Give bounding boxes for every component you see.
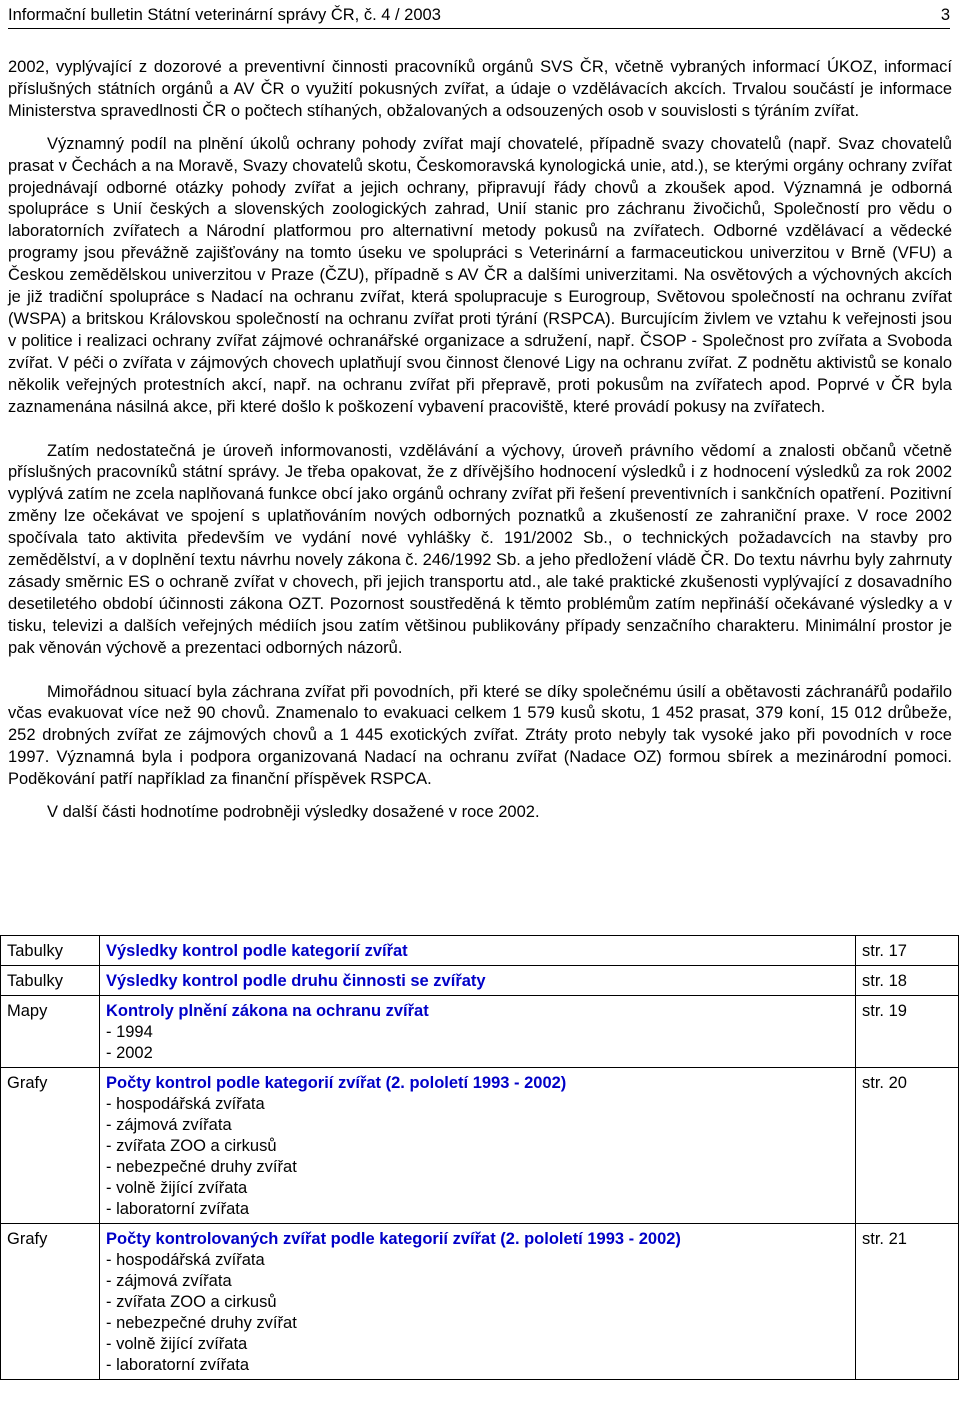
paragraph: 2002, vyplývající z dozorové a preventivní činnosti pracovníků orgánů SVS ČR, včetně vybraných informací ÚKOZ, informací příslušných státních orgánů a AV ČR o využití pokusných zvířat, a údaje o vzdělávacích akcích. Trvalou součástí je informace Ministerstva spravedlnosti ČR o počtech stíhaných, obžalovaných a odsouzených osob v souvislosti s týráním zvířat. xyxy=(8,58,952,120)
toc-subitem: - hospodářská zvířata xyxy=(106,1095,265,1113)
table-row xyxy=(1,966,959,996)
paragraph: Zatím nedostatečná je úroveň informovanosti, vzdělávání a výchovy, úroveň právního vědomí a znalosti občanů včetně příslušných pracovníků státní správy. Je třeba opakovat, že z dřívějšího hodnocení výsledků i z hodnocení výsledků za rok 2002 vyplývá zatím ne zcela naplňovaná funkce obcí jako orgánů ochrany zvířat při řešení preventivních i sankčních opatření. Pozitivní změny lze očekávat ve spojení s uplatňováním nových odborných poznatků a zkušeností ze zahraniční praxe. V roce 2002 spočívala tato aktivita především ve vydání nové vyhlášky č. 191/2002 Sb., o technických požadavcích na stavby pro zemědělství, a v doplnění textu návrhu novely zákona č. 246/1992 Sb. a jeho předložení vládě ČR. Do textu návrhu byly zahrnuty zásady směrnic ES o ochraně zvířat v chovech, při jejich transportu atd., ale také praktické zkušenosti vyplývající z dosavadního desetiletého období účinnosti zákona OZT. Pozornost soustředěná k těmto problémům zatím nepřináší očekávané výsledky a v tisku, televizi a dalších veřejných médiích jsou zatím většinou publikovány případy senzačního charakteru. Minimální prostor je pak věnován výchově a prezentaci odborných názorů. xyxy=(8,441,952,657)
toc-description xyxy=(100,1068,856,1224)
toc-title: Výsledky kontrol podle druhu činnosti se zvířaty xyxy=(106,972,486,990)
toc-description xyxy=(100,966,856,996)
toc-subitem: - zájmová zvířata xyxy=(106,1272,232,1290)
paragraph: Významný podíl na plnění úkolů ochrany pohody zvířat mají chovatelé, případně svazy chovatelů (např. Svaz chovatelů prasat v Čechách a na Moravě, Svazy chovatelů skotu, Českomoravská kynologická unie, atd.), se kterými orgány ochrany zvířat projednávají odborné otázky pohody zvířat a jejich ochrany, připravují řády chovů a zkoušek apod. Významná je odborná spolupráce s Unií českých a slovenských zoologických zahrad, Unií stanic pro záchranu živočichů, Společností pro vědu o laboratorních zvířatech a Národní platformou pro alternativní metody pokusů na zvířatech. Odborné vzdělávací a vědecké programy jsou převážně zajišťovány na tomto úseku ve spolupráci s Veterinární a farmaceutickou univerzitou v Brně (VFU) a Českou zemědělskou univerzitou v Praze (ČZU), případně s AV ČR a dalšími univerzitami. Na osvětových a výchovných akcích je již tradiční spolupráce s Nadací na ochranu zvířat, která spolupracuje s Eurogroup, Světovou společností na ochranu zvířat (WSPA) a britskou Královskou společností na ochranu zvířat proti týrání (RSPCA). Burcujícím živlem ve vztahu k veřejnosti jsou v politice i realizaci ochrany zvířat zájmové ochranářské organizace a sdružení, např. ČSOP - Společnost pro zvířata a Svoboda zvířat. V péči o zvířata v zájmových chovech uplatňují svou činnost členové Ligy na ochranu zvířat. Z podnětu aktivistů se konalo několik veřejných protestních akcí, např. na ochranu zvířat při přepravě, proti pokusům na zvířatech apod. Poprvé v ČR byla zaznamenána násilná akce, při které došlo k poškození vybavení pracoviště, které provádí pokusy na zvířatech. xyxy=(8,134,952,416)
table-row xyxy=(1,936,959,966)
paragraph: V další části hodnotíme podrobněji výsledky dosažené v roce 2002. xyxy=(47,803,540,822)
toc-type: Tabulky xyxy=(1,936,100,966)
page-header xyxy=(8,6,950,29)
toc-subitem: - laboratorní zvířata xyxy=(106,1356,250,1374)
paragraph: Mimořádnou situací byla záchrana zvířat při povodních, při které se díky společnému úsilí a obětavosti záchranářů podařilo včas evakuovat více než 90 chovů. Znamenalo to evakuaci celkem 1 579 kusů skotu, 1 452 prasat, 379 koní, 15 012 drůbeže, 252 drobných zvířat ze zájmových chovů a 1 445 exotických zvířat. Ztráty proto nebyly tak vysoké jako při povodních v roce 1997. Významná byla i podpora organizovaná Nadací na ochranu zvířat (Nadace OZ) formou sbírek a mezinárodní pomoci. Poděkování patří například za finanční příspěvek RSPCA. xyxy=(8,682,952,789)
toc-subitem: - volně žijící zvířata xyxy=(106,1335,248,1353)
toc-subitem: - volně žijící zvířata xyxy=(106,1179,248,1197)
table-row xyxy=(1,996,959,1068)
toc-subitem: - zájmová zvířata xyxy=(106,1116,232,1134)
toc-page-reference: str. 20 xyxy=(856,1068,959,1224)
toc-type: Tabulky xyxy=(1,966,100,996)
toc-title: Výsledky kontrol podle kategorií zvířat xyxy=(106,942,408,960)
toc-page-reference: str. 21 xyxy=(856,1224,959,1380)
bulletin-title: Informační bulletin Státní veterinární správy ČR, č. 4 / 2003 xyxy=(8,6,441,24)
toc-page-reference: str. 19 xyxy=(856,996,959,1068)
toc-page-reference: str. 17 xyxy=(856,936,959,966)
toc-type: Mapy xyxy=(1,996,100,1068)
toc-subitem: - 2002 xyxy=(106,1044,153,1062)
toc-title: Počty kontrol podle kategorií zvířat (2. pololetí 1993 - 2002) xyxy=(106,1074,567,1092)
table-row xyxy=(1,1224,959,1380)
toc-subitem: - nebezpečné druhy zvířat xyxy=(106,1314,297,1332)
toc-description xyxy=(100,936,856,966)
appendix-table xyxy=(0,935,959,1380)
toc-subitem: - zvířata ZOO a cirkusů xyxy=(106,1293,277,1311)
toc-subitem: - nebezpečné druhy zvířat xyxy=(106,1158,297,1176)
toc-description xyxy=(100,1224,856,1380)
toc-page-reference: str. 18 xyxy=(856,966,959,996)
page-number: 3 xyxy=(940,6,950,24)
toc-type: Grafy xyxy=(1,1068,100,1224)
toc-subitem: - zvířata ZOO a cirkusů xyxy=(106,1137,277,1155)
toc-subitem: - laboratorní zvířata xyxy=(106,1200,250,1218)
toc-title: Počty kontrolovaných zvířat podle kategorií zvířat (2. pololetí 1993 - 2002) xyxy=(106,1230,681,1248)
toc-type: Grafy xyxy=(1,1224,100,1380)
toc-description xyxy=(100,996,856,1068)
table-row xyxy=(1,1068,959,1224)
toc-subitem: - hospodářská zvířata xyxy=(106,1251,265,1269)
document-body xyxy=(8,57,952,824)
toc-title: Kontroly plnění zákona na ochranu zvířat xyxy=(106,1002,429,1020)
toc-subitem: - 1994 xyxy=(106,1023,153,1041)
